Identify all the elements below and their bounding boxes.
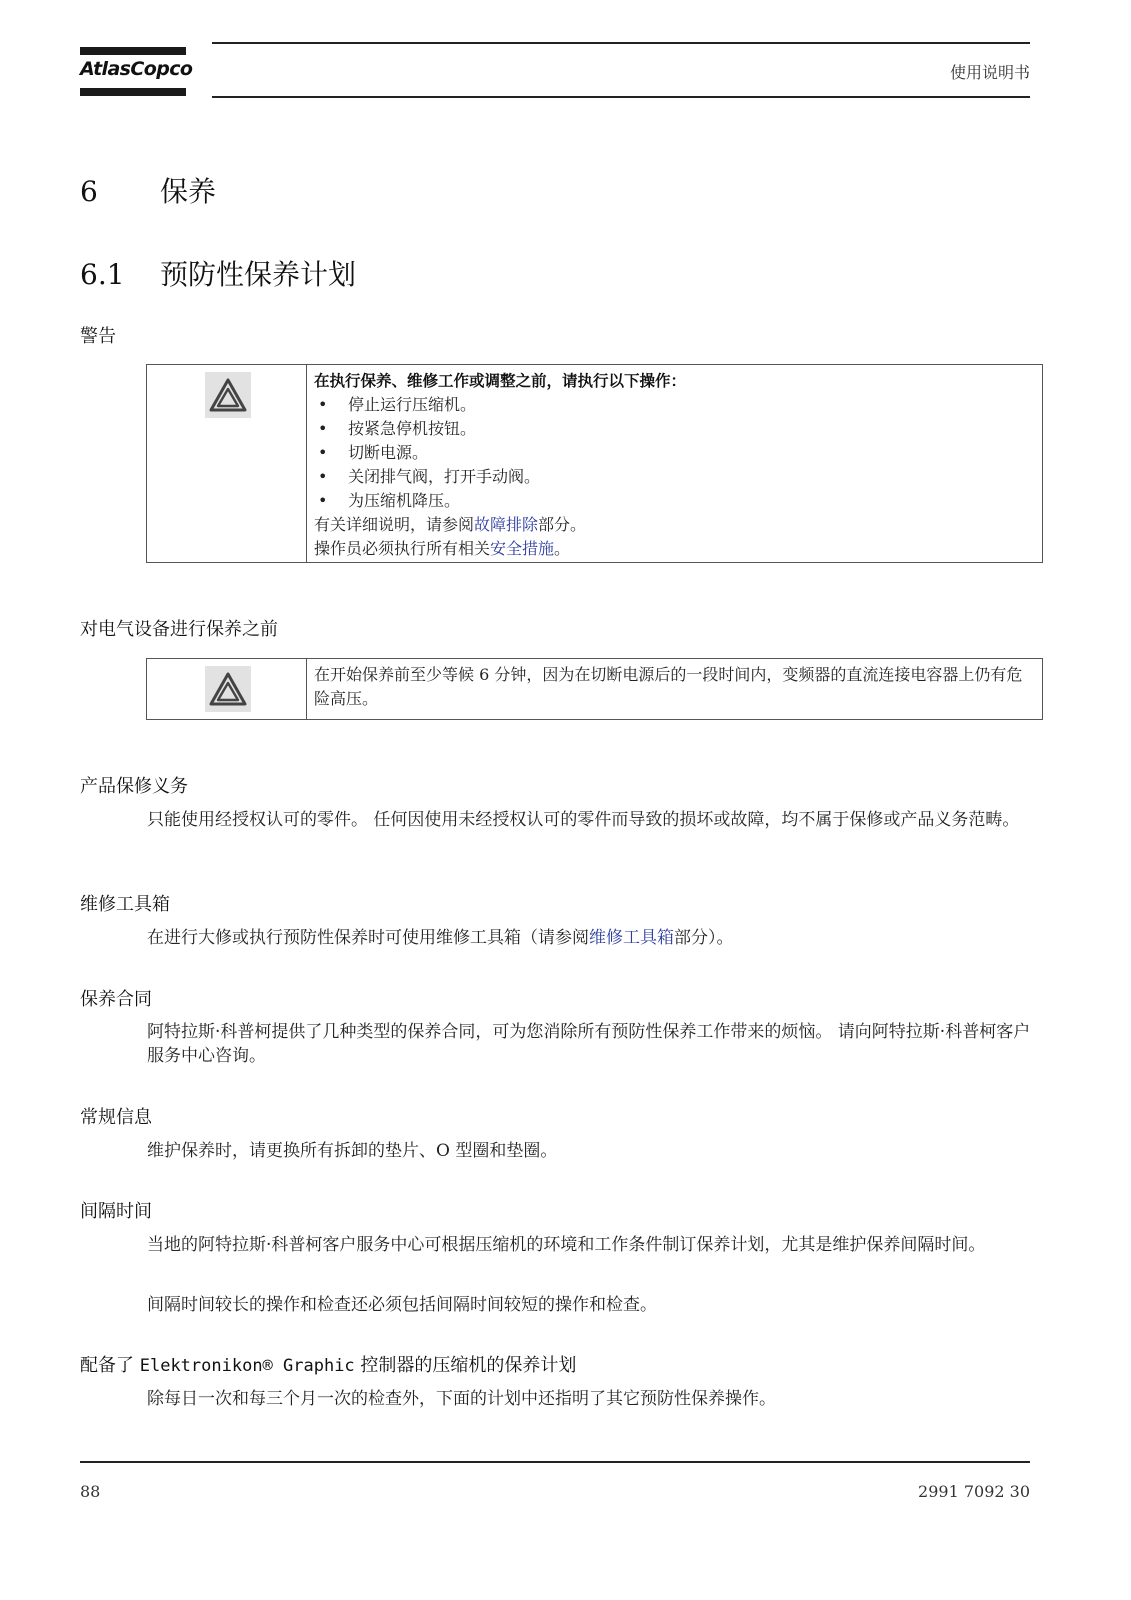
- warning-triangle-icon: [205, 666, 251, 712]
- reference-text: 有关详细说明，请参阅: [314, 515, 475, 534]
- header-top-rule: [212, 42, 1030, 44]
- warning-lead: 在执行保养、维修工作或调整之前，请执行以下操作：: [314, 372, 687, 390]
- warning-box: [146, 364, 1043, 563]
- list-item: • 按紧急停机按钮。: [314, 417, 1038, 441]
- service-contracts-heading: 保养合同: [80, 989, 152, 1010]
- electrical-warning-box: [146, 658, 1043, 720]
- section-number: 6.1: [80, 258, 125, 291]
- section-title: 预防性保养计划: [160, 258, 357, 291]
- section-heading: [80, 253, 356, 293]
- warranty-text: 只能使用经授权认可的零件。 任何因使用未经授权认可的零件而导致的损坏或故障，均不属于保修或产品义务范畴。: [147, 810, 1020, 830]
- electrical-warning-text: 在开始保养前至少等候 6 分钟，因为在切断电源后的一段时间内，变频器的直流连接电容器上仍有危险高压。: [314, 665, 1023, 708]
- plan-heading-end: 控制器的压缩机的保养计划: [354, 1355, 577, 1376]
- warranty-heading: 产品保修义务: [80, 776, 188, 797]
- service-kits-heading: 维修工具箱: [80, 894, 170, 915]
- list-item-text: 按紧急停机按钮。: [348, 419, 477, 438]
- list-item: • 关闭排气阀，打开手动阀。: [314, 465, 1038, 489]
- chapter-title: 保养: [160, 175, 217, 208]
- list-item-text: 关闭排气阀，打开手动阀。: [348, 467, 541, 486]
- logo-text: AtlasCopco: [80, 58, 193, 80]
- document-number: 2991 7092 30: [918, 1482, 1030, 1501]
- page-number: 88: [80, 1482, 101, 1501]
- plan-heading-start: 配备了: [80, 1355, 140, 1376]
- warning-icon-cell: [147, 659, 307, 719]
- list-item: • 切断电源。: [314, 441, 1038, 465]
- warning-triangle-icon: [205, 372, 251, 418]
- warning-content: [314, 369, 1038, 561]
- logo-top-bar: [80, 47, 186, 55]
- warning-icon-cell: [147, 365, 307, 562]
- list-item: • 为压缩机降压。: [314, 489, 1038, 513]
- list-item-text: 切断电源。: [348, 443, 429, 462]
- chapter-number: 6: [80, 175, 98, 208]
- service-kits-link[interactable]: 维修工具箱: [589, 928, 674, 948]
- maintenance-plan-text: 除每日一次和每三个月一次的检查外，下面的计划中还指明了其它预防性保养操作。: [147, 1389, 776, 1409]
- service-kits-text-end: 部分）。: [674, 928, 734, 948]
- electrical-warning-heading: 对电气设备进行保养之前: [80, 619, 278, 640]
- footer-rule: [80, 1461, 1030, 1463]
- controller-name: Elektronikon® Graphic: [139, 1356, 355, 1376]
- header-bottom-rule: [212, 96, 1030, 98]
- logo-bottom-bar: [80, 88, 186, 96]
- general-info-text: 维护保养时，请更换所有拆卸的垫片、O 型圈和垫圈。: [147, 1141, 558, 1161]
- document-type: 使用说明书: [949, 63, 1030, 82]
- list-item-text: 停止运行压缩机。: [348, 395, 477, 414]
- intervals-text-2: 间隔时间较长的操作和检查还必须包括间隔时间较短的操作和检查。: [147, 1295, 657, 1315]
- general-info-heading: 常规信息: [80, 1107, 152, 1128]
- reference-text: 操作员必须执行所有相关: [314, 539, 491, 558]
- intervals-heading: 间隔时间: [80, 1201, 152, 1222]
- safety-precautions-link[interactable]: 安全措施: [490, 539, 555, 558]
- reference-text-end: 。: [554, 539, 571, 558]
- troubleshooting-link[interactable]: 故障排除: [474, 515, 539, 534]
- reference-text-end: 部分。: [538, 515, 587, 534]
- service-kits-text-start: 在进行大修或执行预防性保养时可使用维修工具箱（请参阅: [147, 928, 589, 948]
- service-kits-text: [147, 926, 1032, 950]
- list-item-text: 为压缩机降压。: [348, 491, 461, 510]
- chapter-heading: [80, 170, 216, 210]
- intervals-text: 当地的阿特拉斯·科普柯客户服务中心可根据压缩机的环境和工作条件制订保养计划，尤其是维护保养间隔时间。: [147, 1235, 986, 1255]
- list-item: • 停止运行压缩机。: [314, 393, 1038, 417]
- service-contracts-text: 阿特拉斯·科普柯提供了几种类型的保养合同，可为您消除所有预防性保养工作带来的烦恼。 请向阿特拉斯·科普柯客户服务中心咨询。: [147, 1022, 1031, 1066]
- troubleshooting-reference: [314, 513, 1038, 537]
- maintenance-plan-heading: [80, 1351, 576, 1377]
- warning-heading: 警告: [80, 326, 116, 347]
- safety-reference: [314, 537, 1038, 561]
